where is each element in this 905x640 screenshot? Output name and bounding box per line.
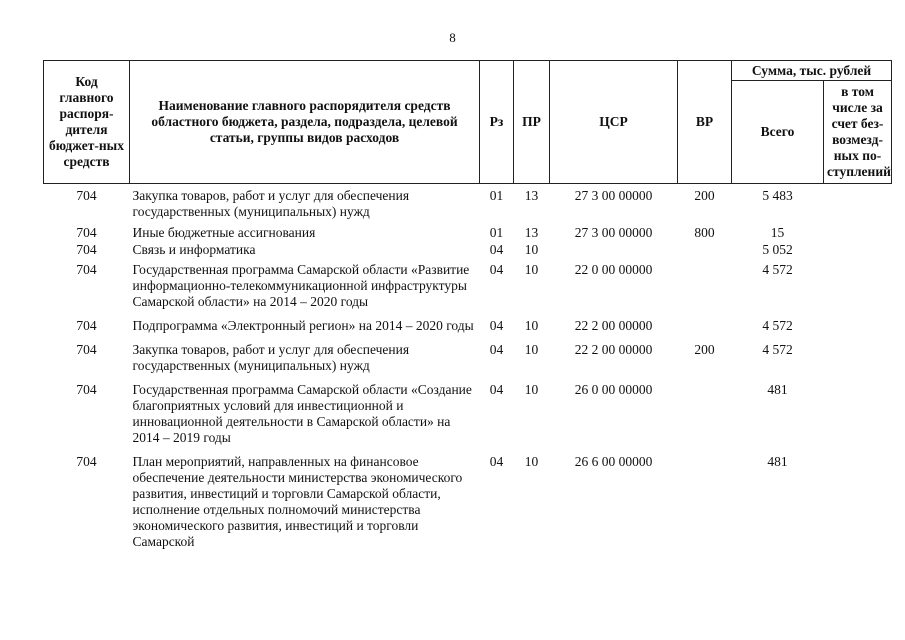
table-row	[44, 224, 892, 241]
cell-rz: 04	[489, 262, 504, 277]
cell-vr	[678, 450, 732, 554]
cell-name: Закупка товаров, работ и услуг для обеспечения государственных (муниципальных) нужд	[132, 188, 410, 219]
header-csr: ЦСР	[550, 61, 678, 184]
header-incl: в том числе за счет без-возмезд-ных по-ступлений	[824, 81, 892, 184]
cell-total: 4 572	[762, 342, 793, 357]
cell-vr	[678, 314, 732, 338]
table-row	[44, 258, 892, 314]
table-row	[44, 241, 892, 258]
cell-code: 704	[76, 382, 97, 397]
cell-incl	[824, 450, 892, 554]
cell-code: 704	[76, 342, 97, 357]
cell-vr: 200	[694, 188, 715, 203]
header-vr: ВР	[678, 61, 732, 184]
table-row	[44, 378, 892, 450]
cell-pr: 10	[524, 242, 539, 257]
cell-csr: 27 3 00 00000	[574, 225, 653, 240]
cell-incl	[824, 258, 892, 314]
cell-incl	[824, 314, 892, 338]
cell-rz: 04	[489, 342, 504, 357]
cell-csr	[550, 241, 678, 258]
cell-code: 704	[76, 225, 97, 240]
cell-vr	[678, 258, 732, 314]
cell-incl	[824, 241, 892, 258]
cell-name: Подпрограмма «Электронный регион» на 2014 – 2020 годы	[132, 318, 474, 333]
cell-code: 704	[76, 318, 97, 333]
cell-rz: 04	[489, 242, 504, 257]
cell-rz: 01	[489, 188, 504, 203]
cell-csr: 22 2 00 00000	[574, 342, 653, 357]
cell-code: 704	[76, 454, 97, 469]
cell-name: Государственная программа Самарской области «Развитие информационно-телекоммуникационной инфраструктуры Самарской области» на 2014 – 2020 годы	[132, 262, 470, 309]
cell-rz: 04	[489, 318, 504, 333]
cell-incl	[824, 224, 892, 241]
cell-total: 481	[767, 382, 788, 397]
cell-total: 4 572	[762, 262, 793, 277]
header-row-1	[44, 61, 892, 81]
cell-vr	[678, 378, 732, 450]
cell-rz: 04	[489, 454, 504, 469]
cell-incl	[824, 338, 892, 378]
cell-total: 5 483	[762, 188, 793, 203]
cell-code: 704	[76, 242, 97, 257]
header-rz: Рз	[480, 61, 514, 184]
cell-name: Государственная программа Самарской области «Создание благоприятных условий для инвестиционной и инновационной деятельности в Самарской области» на 2014 – 2019 годы	[132, 382, 472, 445]
table-row	[44, 450, 892, 554]
cell-vr	[678, 241, 732, 258]
cell-code: 704	[76, 188, 97, 203]
cell-csr: 26 0 00 00000	[574, 382, 653, 397]
cell-incl	[824, 378, 892, 450]
cell-pr: 10	[524, 318, 539, 333]
cell-rz: 01	[489, 225, 504, 240]
table-row	[44, 314, 892, 338]
cell-pr: 13	[524, 188, 539, 203]
budget-table	[43, 60, 892, 554]
cell-csr: 22 0 00 00000	[574, 262, 653, 277]
cell-total: 481	[767, 454, 788, 469]
cell-pr: 13	[524, 225, 539, 240]
cell-name: Закупка товаров, работ и услуг для обеспечения государственных (муниципальных) нужд	[132, 342, 410, 373]
header-name: Наименование главного распорядителя средств областного бюджета, раздела, подраздела, целевой статьи, группы видов расходов	[130, 61, 480, 184]
header-sum-group: Сумма, тыс. рублей	[732, 61, 892, 81]
cell-pr: 10	[524, 262, 539, 277]
cell-code: 704	[76, 262, 97, 277]
cell-csr: 27 3 00 00000	[574, 188, 653, 203]
header-pr: ПР	[514, 61, 550, 184]
cell-pr: 10	[524, 382, 539, 397]
cell-total: 4 572	[762, 318, 793, 333]
cell-name: План мероприятий, направленных на финансовое обеспечение деятельности министерства экономического развития, инвестиций и торговли Самарской области, исполнение отдельных полномочий министерства экономического развития, инвестиций и торговли Самарской	[132, 454, 463, 549]
cell-name: Связь и информатика	[132, 242, 256, 257]
cell-rz: 04	[489, 382, 504, 397]
cell-total: 15	[770, 225, 785, 240]
cell-pr: 10	[524, 454, 539, 469]
cell-incl	[824, 184, 892, 225]
header-code: Код главного распоря-дителя бюджет-ных средств	[44, 61, 130, 184]
header-total: Всего	[732, 81, 824, 184]
cell-pr: 10	[524, 342, 539, 357]
cell-name: Иные бюджетные ассигнования	[132, 225, 316, 240]
cell-total: 5 052	[762, 242, 793, 257]
cell-csr: 26 6 00 00000	[574, 454, 653, 469]
cell-csr: 22 2 00 00000	[574, 318, 653, 333]
cell-vr: 200	[694, 342, 715, 357]
table-row	[44, 184, 892, 225]
table-row	[44, 338, 892, 378]
page-number: 8	[449, 30, 456, 45]
cell-vr: 800	[694, 225, 715, 240]
